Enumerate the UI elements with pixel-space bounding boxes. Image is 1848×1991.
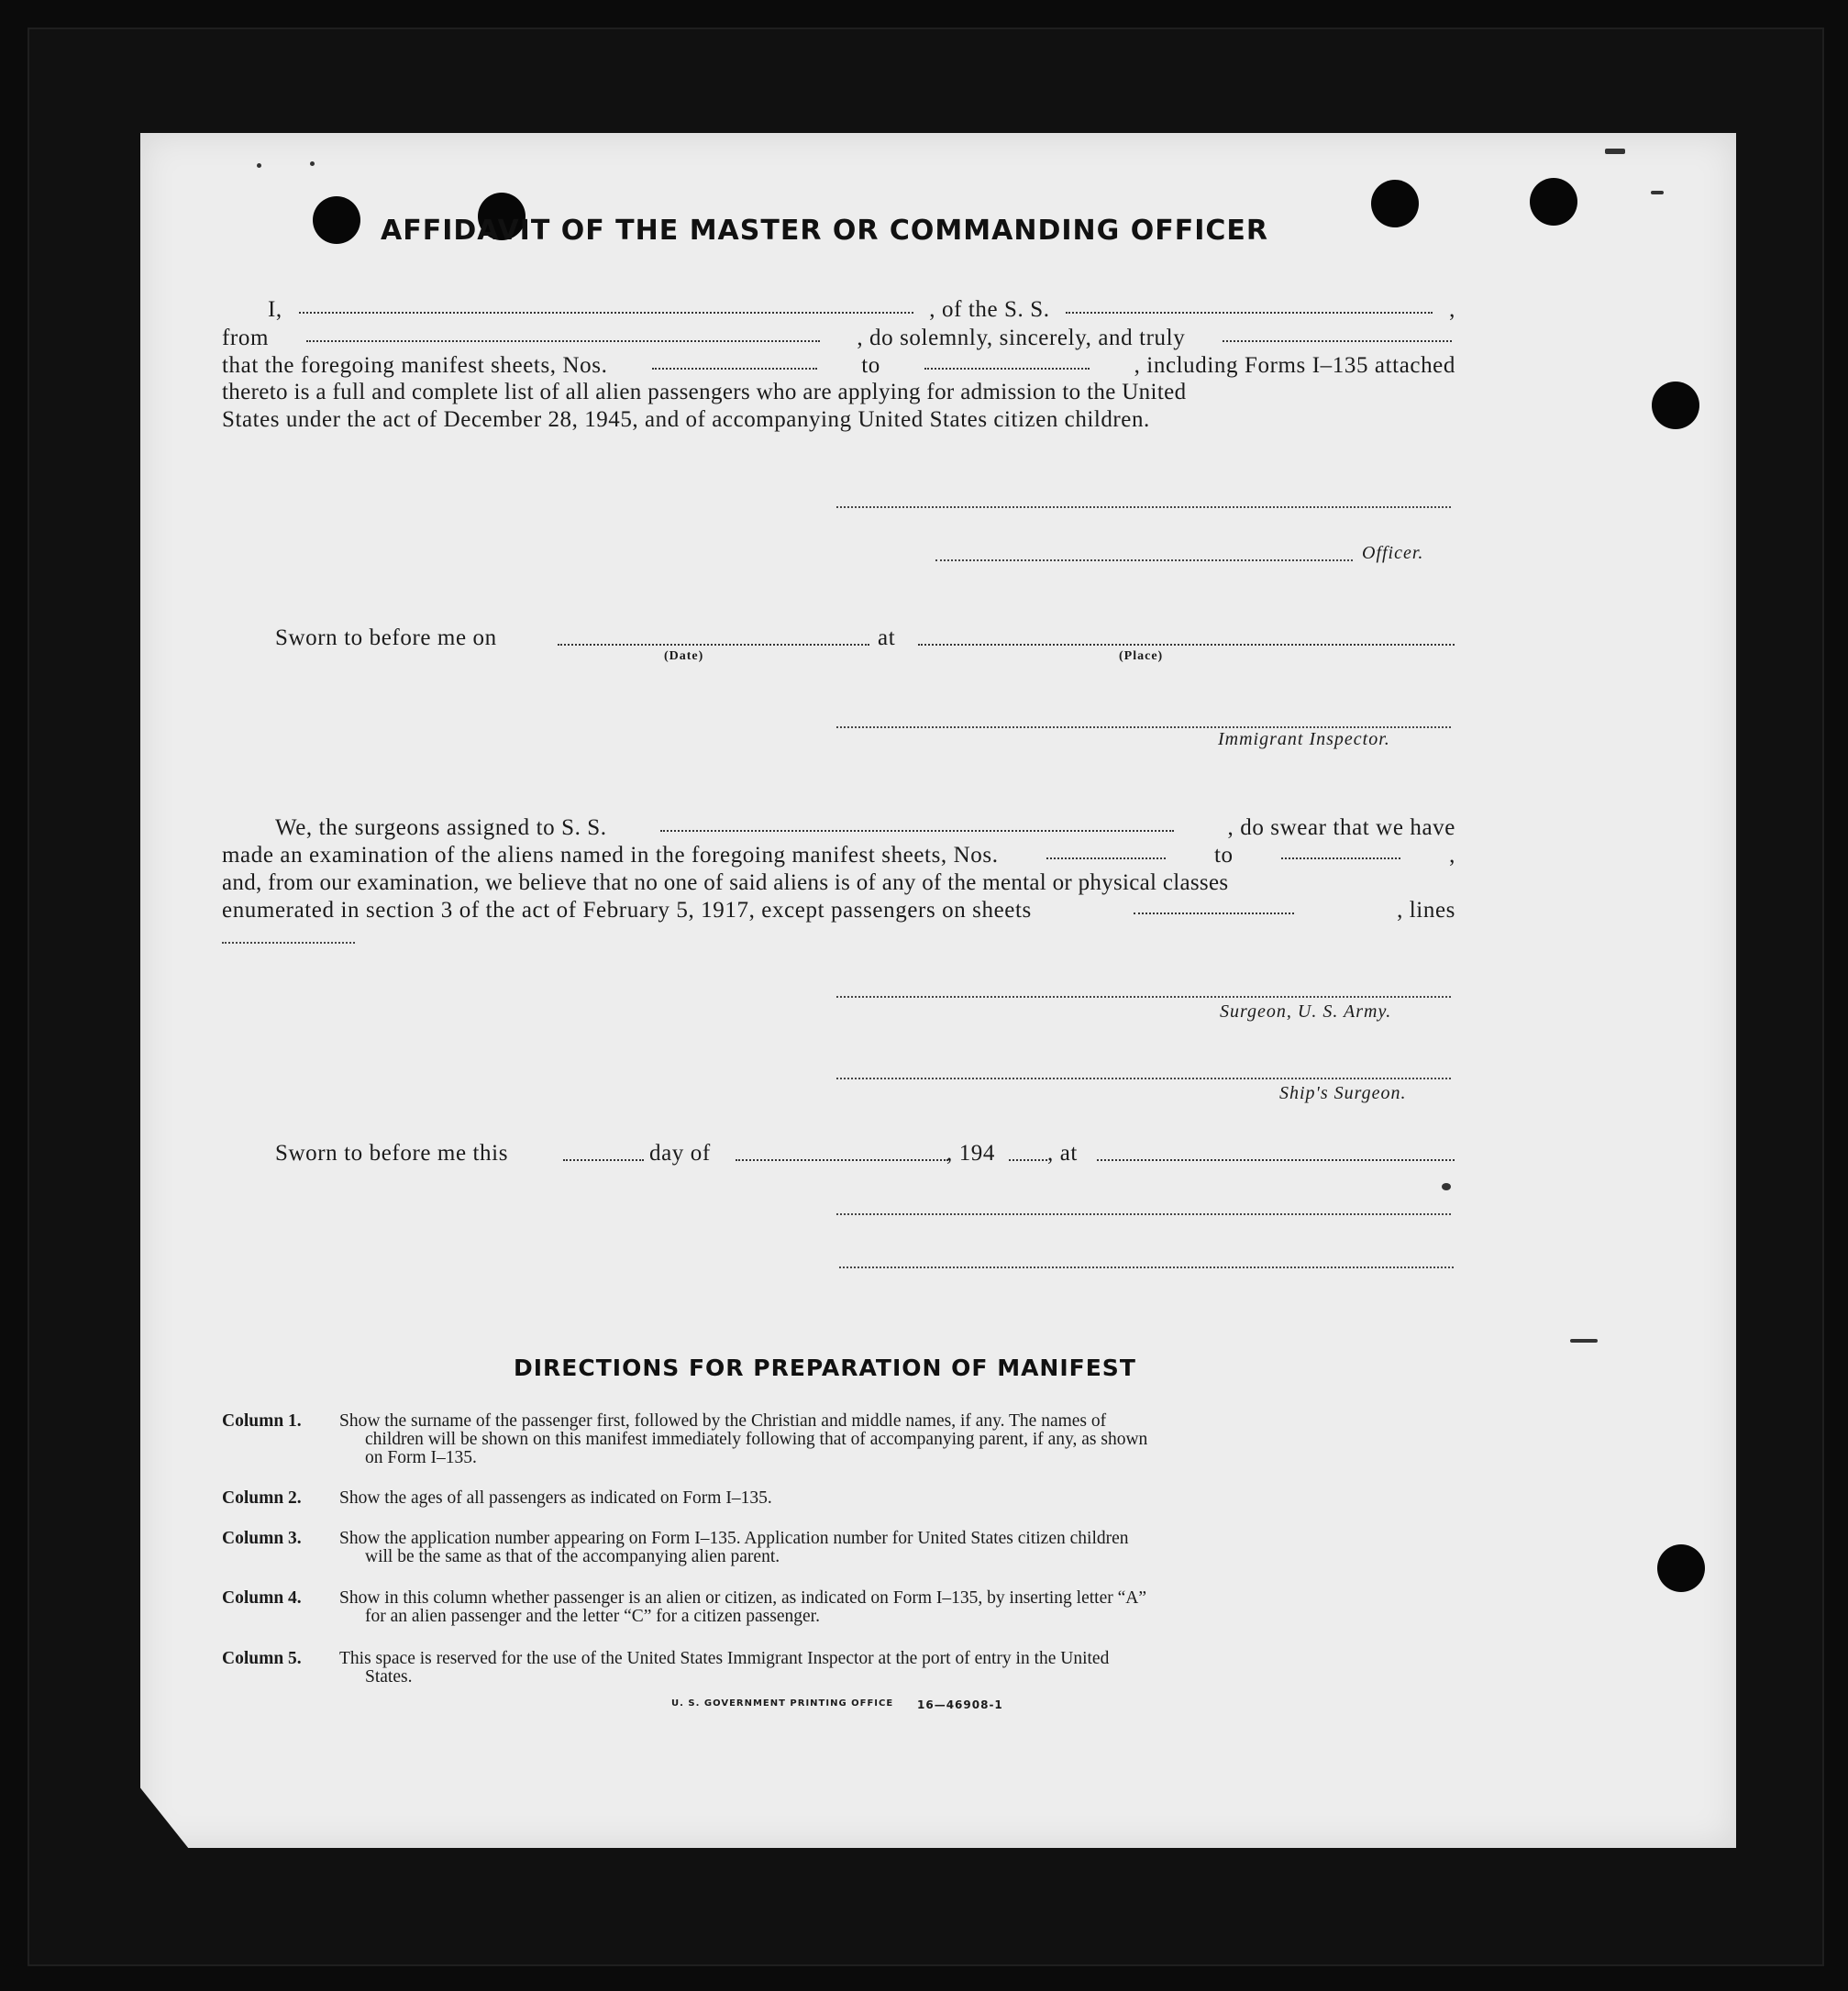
surgeons-line-1 — [222, 813, 1455, 842]
direction-text — [339, 1412, 1455, 1467]
directions-title: DIRECTIONS FOR PREPARATION OF MANIFEST — [514, 1355, 1136, 1381]
ship-name-field[interactable] — [1066, 295, 1433, 314]
pronoun-i: I, — [268, 297, 282, 322]
dust-speck — [257, 163, 261, 168]
punch-hole — [1657, 1544, 1705, 1592]
dust-speck — [1651, 191, 1664, 194]
surgeons-to-text: to — [1214, 843, 1234, 868]
sworn2-signature-line[interactable] — [836, 1213, 1451, 1215]
including-text: , including Forms I–135 attached — [1134, 353, 1455, 378]
except-sheets-field[interactable] — [1134, 896, 1294, 914]
direction-line: Show the application number appearing on Form I–135. Application number for United States citizen children — [339, 1529, 1129, 1548]
dust-speck — [1605, 149, 1625, 154]
sworn2-year-field[interactable] — [1009, 1143, 1047, 1161]
affidavit-line-4: thereto is a full and complete list of all alien passengers who are applying for admission to the United — [222, 380, 1187, 404]
direction-text — [339, 1489, 1455, 1508]
surgeons-comma-text: , — [1449, 843, 1455, 868]
form-code: 16—46908-1 — [917, 1698, 1003, 1711]
dust-speck — [310, 161, 315, 166]
printing-office-imprint: U. S. GOVERNMENT PRINTING OFFICE — [671, 1698, 894, 1709]
surgeons-text-d: enumerated in section 3 of the act of February 5, 1917, except passengers on sheets — [222, 898, 1032, 923]
ship-surgeon-signature-line[interactable] — [836, 1078, 1451, 1079]
column-number: Column 5. — [222, 1649, 302, 1668]
foregoing-text: that the foregoing manifest sheets, Nos. — [222, 353, 608, 378]
signature-line[interactable] — [836, 506, 1451, 508]
surgeons-sheet-from-field[interactable] — [1046, 841, 1166, 859]
surgeons-text-c: made an examination of the aliens named in the foregoing manifest sheets, Nos. — [222, 843, 999, 868]
punch-hole — [1371, 180, 1419, 227]
sworn2-text-d: , at — [1047, 1141, 1078, 1166]
direction-line: children will be shown on this manifest immediately following that of accompanying parent, if any, as shown — [365, 1430, 1148, 1449]
sworn-at-text: at — [878, 625, 896, 650]
affidavit-line-1 — [222, 295, 1455, 324]
sworn-date-place-line — [222, 624, 1455, 652]
surgeons-text-a: We, the surgeons assigned to S. S. — [275, 815, 607, 840]
affirm-field[interactable] — [1223, 324, 1452, 342]
direction-row — [222, 1530, 1455, 1570]
affidavit-line-5: States under the act of December 28, 1945, and of accompanying United States citizen children. — [222, 407, 1150, 432]
sworn-day-line — [222, 1139, 1455, 1167]
direction-row — [222, 1412, 1455, 1471]
direction-line: Show in this column whether passenger is an alien or citizen, as indicated on Form I–135, by inserting letter “A” — [339, 1588, 1146, 1608]
direction-line: Show the ages of all passengers as indicated on Form I–135. — [339, 1488, 772, 1508]
from-port-field[interactable] — [306, 324, 820, 342]
direction-row — [222, 1650, 1455, 1690]
dust-speck — [1570, 1339, 1598, 1343]
officer-signature-line[interactable] — [935, 559, 1353, 561]
officer-label: Officer. — [1362, 543, 1424, 563]
affidavit-line-2 — [222, 324, 1455, 352]
column-number: Column 2. — [222, 1488, 302, 1508]
direction-row — [222, 1489, 1455, 1510]
direction-text — [339, 1589, 1455, 1626]
comma-text: , — [1449, 297, 1455, 322]
inspector-signature-line[interactable] — [836, 726, 1451, 728]
column-number: Column 4. — [222, 1588, 302, 1608]
sworn2-day-field[interactable] — [563, 1143, 644, 1161]
except-lines-field[interactable] — [222, 942, 355, 944]
column-number: Column 1. — [222, 1411, 302, 1431]
surgeons-line-2 — [222, 841, 1455, 869]
army-surgeon-label: Surgeon, U. S. Army. — [1220, 1001, 1392, 1022]
direction-text — [339, 1530, 1455, 1566]
surgeons-text-b: , do swear that we have — [1227, 815, 1455, 840]
lines-text: , lines — [1397, 898, 1455, 923]
place-caption: (Place) — [1119, 649, 1164, 663]
sheet-from-field[interactable] — [652, 351, 817, 370]
sworn-date-field[interactable] — [558, 627, 869, 646]
sworn2-title-line[interactable] — [839, 1266, 1454, 1268]
sworn2-text-a: Sworn to before me this — [275, 1141, 509, 1166]
sworn2-text-b: day of — [649, 1141, 711, 1166]
affidavit-line-3 — [222, 351, 1455, 380]
direction-line: for an alien passenger and the letter “C” for a citizen passenger. — [365, 1607, 820, 1626]
direction-line: This space is reserved for the use of the United States Immigrant Inspector at the port of entry in the United — [339, 1649, 1110, 1668]
direction-line: States. — [365, 1667, 413, 1687]
direction-line: will be the same as that of the accompanying alien parent. — [365, 1547, 780, 1566]
inspector-label: Immigrant Inspector. — [1218, 729, 1390, 749]
sworn-text: Sworn to before me on — [275, 625, 497, 650]
direction-text — [339, 1650, 1455, 1687]
surgeons-sheet-to-field[interactable] — [1281, 841, 1400, 859]
sworn-place-field[interactable] — [918, 627, 1455, 646]
direction-line: on Form I–135. — [365, 1448, 477, 1467]
surgeons-ship-field[interactable] — [660, 813, 1174, 832]
of-ss-text: , of the S. S. — [929, 297, 1050, 322]
direction-row — [222, 1589, 1455, 1630]
from-text: from — [222, 326, 269, 350]
punch-hole — [1530, 178, 1577, 226]
affidavit-title: AFFIDAVIT OF THE MASTER OR COMMANDING OFFICER — [381, 215, 1268, 247]
sworn2-place-field[interactable] — [1097, 1143, 1455, 1161]
column-number: Column 3. — [222, 1529, 302, 1548]
date-caption: (Date) — [664, 649, 704, 663]
punch-hole — [313, 196, 360, 244]
sworn2-text-c: , 194 — [946, 1141, 995, 1166]
punch-hole — [1652, 382, 1699, 429]
surgeons-line-4 — [222, 896, 1455, 924]
ship-surgeon-label: Ship's Surgeon. — [1279, 1083, 1407, 1103]
surgeons-line-3: and, from our examination, we believe that no one of said aliens is of any of the mental or physical classes — [222, 870, 1229, 895]
direction-line: Show the surname of the passenger first, followed by the Christian and middle names, if any. The names of — [339, 1411, 1107, 1431]
dust-speck — [1442, 1183, 1451, 1190]
to-text: to — [861, 353, 880, 378]
solemnly-text: , do solemnly, sincerely, and truly — [857, 326, 1186, 350]
sheet-to-field[interactable] — [924, 351, 1090, 370]
army-surgeon-signature-line[interactable] — [836, 996, 1451, 998]
sworn2-month-field[interactable] — [736, 1143, 948, 1161]
master-name-field[interactable] — [299, 295, 913, 314]
